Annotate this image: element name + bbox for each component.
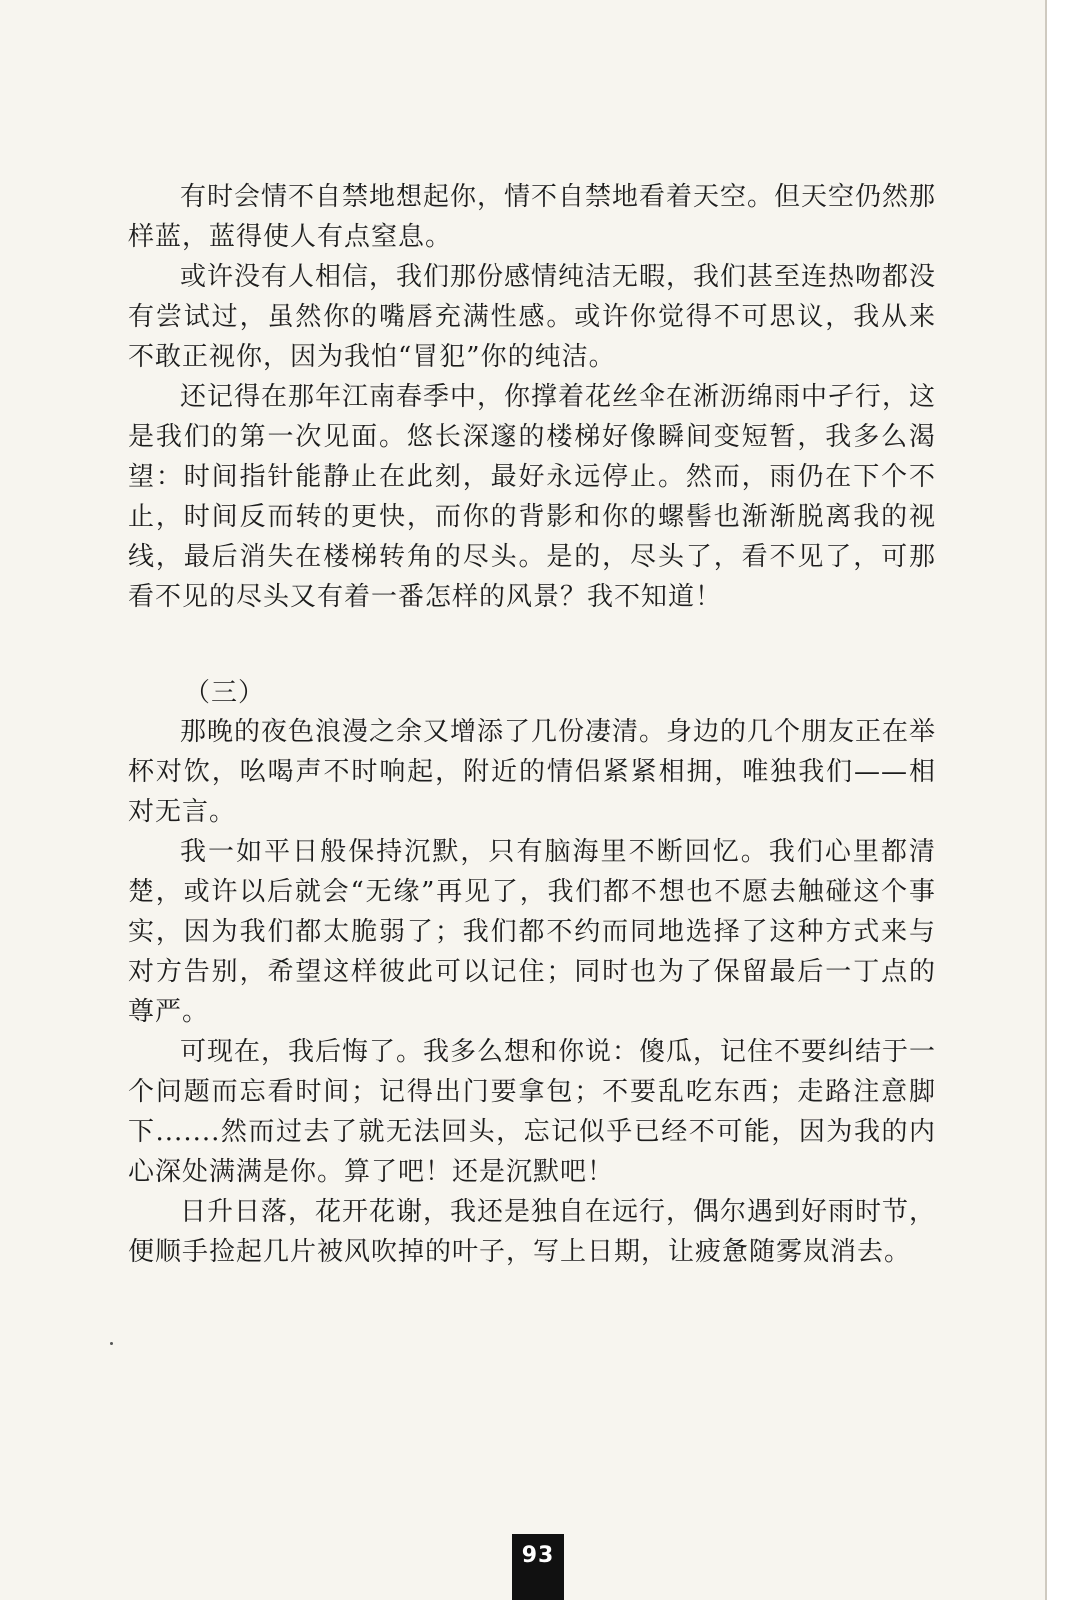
- section-three-text: [128, 712, 936, 1272]
- section-one-text: [128, 177, 936, 617]
- paragraph: 还记得在那年江南春季中，你撑着花丝伞在淅沥绵雨中孑行，这是我们的第一次见面。悠长深邃的楼梯好像瞬间变短暂，我多么渴望：时间指针能静止在此刻，最好永远停止。然而，雨仍在下个不止，时间反而转的更快，而你的背影和你的螺髻也渐渐脱离我的视线，最后消失在楼梯转角的尽头。是的，尽头了，看不见了，可那看不见的尽头又有着一番怎样的风景？我不知道！: [128, 382, 937, 612]
- paragraph: 有时会情不自禁地想起你，情不自禁地看着天空。但天空仍然那样蓝，蓝得使人有点窒息。: [128, 182, 937, 252]
- page-edge: [1045, 0, 1065, 1600]
- page-number: 93: [512, 1534, 564, 1600]
- paragraph: 我一如平日般保持沉默，只有脑海里不断回忆。我们心里都清楚，或许以后就会“无缘”再见了，我们都不想也不愿去触碰这个事实，因为我们都太脆弱了；我们都不约而同地选择了这种方式来与对方告别，希望这样彼此可以记住；同时也为了保留最后一丁点的尊严。: [128, 837, 936, 1027]
- paragraph: 可现在，我后悔了。我多么想和你说：傻瓜，记住不要纠结于一个问题而忘看时间；记得出门要拿包；不要乱吃东西；走路注意脚下.......然而过去了就无法回头，忘记似乎已经不可能，因为我的内心深处满满是你。算了吧！还是沉默吧！: [128, 1037, 937, 1187]
- paragraph: 或许没有人相信，我们那份感情纯洁无暇，我们甚至连热吻都没有尝试过，虽然你的嘴唇充满性感。或许你觉得不可思议，我从来不敢正视你，因为我怕“冒犯”你的纯洁。: [128, 262, 937, 372]
- print-speck: [110, 1342, 113, 1345]
- paragraph: 日升日落，花开花谢，我还是独自在远行，偶尔遇到好雨时节，便顺手捡起几片被风吹掉的叶子，写上日期，让疲惫随雾岚消去。: [128, 1197, 937, 1267]
- section-heading: （三）: [184, 678, 266, 708]
- paragraph: 那晚的夜色浪漫之余又增添了几份凄清。身边的几个朋友正在举杯对饮，吆喝声不时响起，附近的情侣紧紧相拥，唯独我们——相对无言。: [128, 717, 937, 827]
